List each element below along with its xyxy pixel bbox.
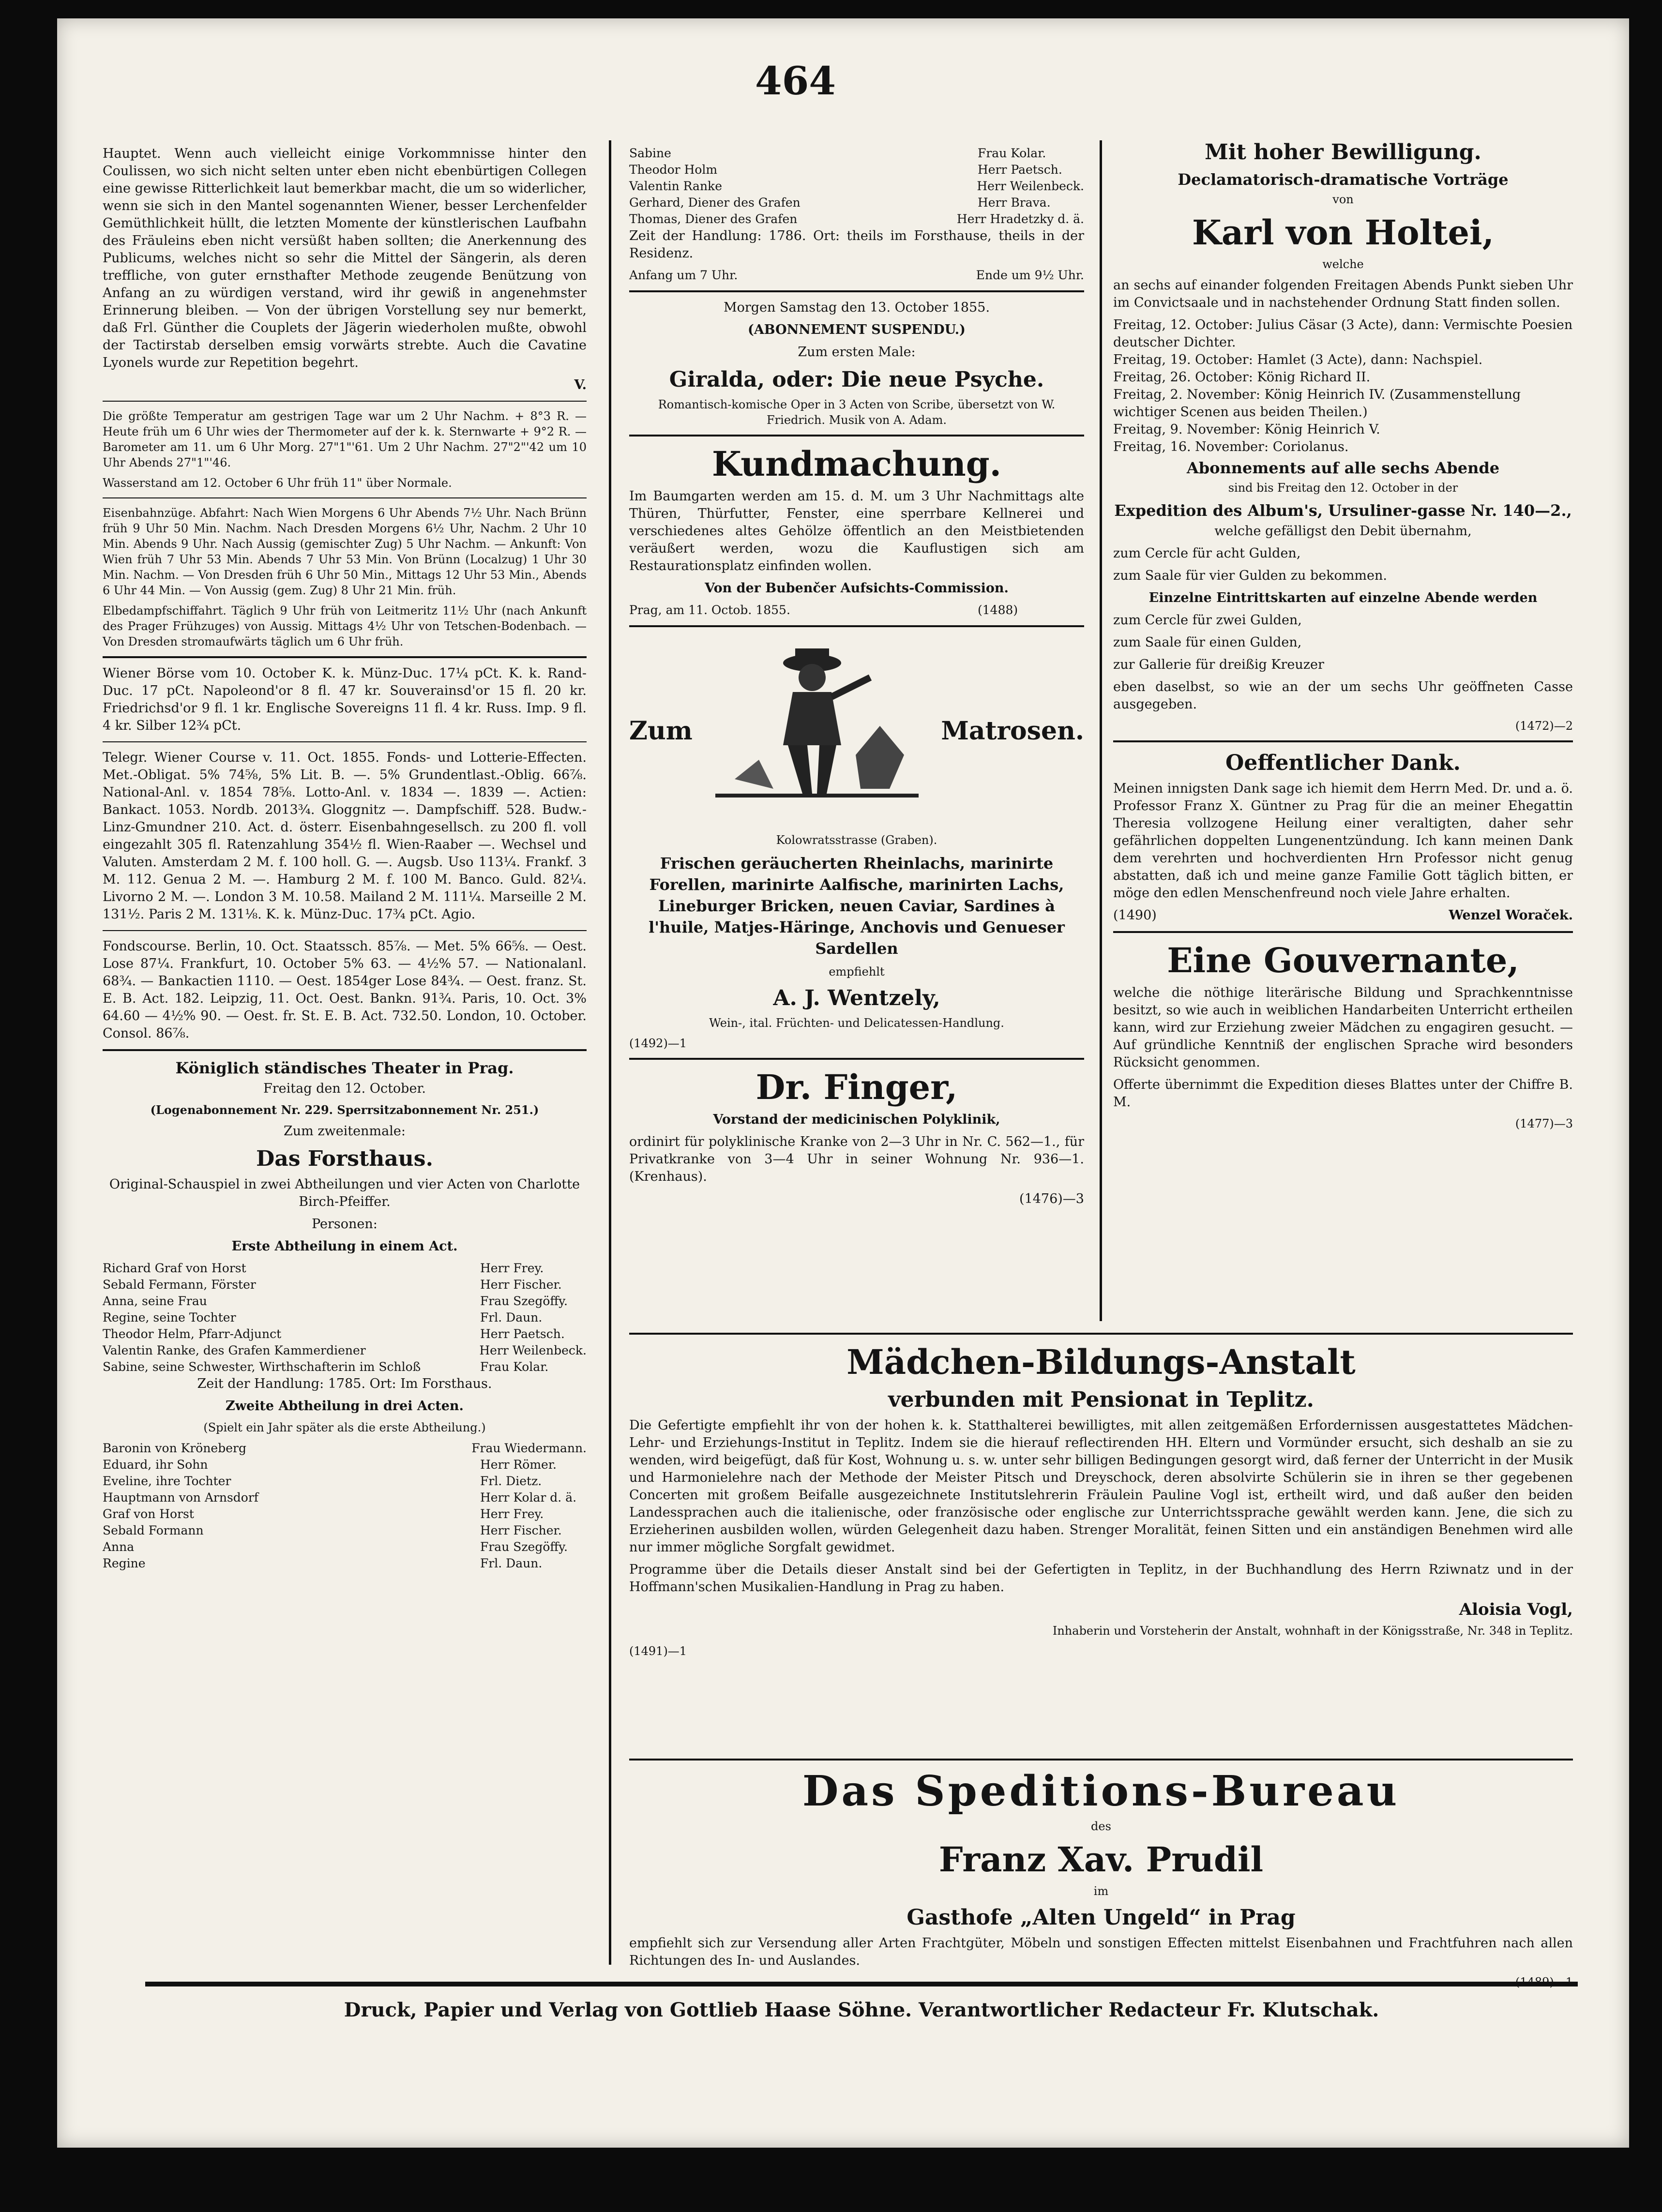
bureau-title: Das Speditions-Bureau (802, 1767, 1400, 1816)
announcement-text: Im Baumgarten werden am 15. d. M. um 3 Uhr Nachmittags alte Thüren, Thürfutter, Fenster, eine sperrbare Kellnerei und verschiedenes altes Gehölze öffentlich an den Meistbietenden veräußert werden, wozu die Kauflustigen sich am Restaurationsplatz einfinden wollen. (629, 489, 1084, 573)
declamation-intro: an sechs auf einander folgenden Freitagen Abends Punkt sieben Uhr im Convictsaale und in nachstehender Ordnung Statt finden sollen. (1113, 278, 1573, 310)
declamation-heading: Declamatorisch-dramatische Vorträge (1178, 170, 1509, 189)
opera-description: Romantisch-komische Oper in 3 Acten von Scribe, übersetzt von W. Friedrich. Musik von A. Adam. (658, 398, 1056, 427)
divider (629, 625, 1084, 627)
welche-label: welche (1322, 257, 1364, 271)
cast-row: Hauptmann von Arnsdorf Herr Kolar d. ä. (103, 1490, 577, 1505)
shop-address: Kolowratsstrasse (Graben). (776, 833, 937, 847)
column-3 (1113, 135, 1573, 1326)
sailor-illustration (715, 634, 919, 828)
divider (1113, 740, 1573, 742)
schedule-item: Freitag, 9. November: König Heinrich V. (1113, 422, 1380, 437)
theater-title: Königlich ständisches Theater in Prag. (175, 1059, 514, 1077)
governess-text: welche die nöthige literärische Bildung und Sprachkenntnisse besitzt, so wie auch in weiblichen Handarbeiten Unterricht ertheilen kann, wird zur Erziehung zweier Mädchen zu engagiren gesucht. — Auf gründliche Kenntniß der englischen Sprache wird besonders Rücksicht genommen. (1113, 985, 1573, 1070)
cast-row: Sabine Frau Kolar. (629, 146, 1046, 160)
school-title: Mädchen-Bildungs-Anstalt (846, 1342, 1356, 1382)
cast-row: Gerhard, Diener des Grafen Herr Brava. (629, 196, 1051, 210)
schedule-item: Freitag, 26. October: König Richard II. (1113, 370, 1371, 385)
shop-goods: Frischen geräucherten Rheinlachs, marinirte Forellen, marinirte Aalfische, marinirten Lachs, Lineburger Bricken, neuen Caviar, Sardines à l'huile, Matjes-Häringe, Anchovis und Genueser Sardellen (649, 854, 1065, 958)
single-gallerie: zur Gallerie für dreißig Kreuzer (1113, 657, 1324, 672)
cast-row: Sebald Formann Herr Fischer. (103, 1523, 562, 1537)
doctor-name: Dr. Finger, (755, 1067, 958, 1107)
theater-note: Zum zweitenmale: (284, 1124, 406, 1139)
single-note: eben daselbst, so wie an der um sechs Uhr geöffneten Casse ausgegeben. (1113, 679, 1573, 712)
governess-offer: Offerte übernimmt die Expedition dieses Blattes unter der Chiffre B. M. (1113, 1077, 1573, 1110)
column-2 (629, 145, 1084, 1316)
merchant-number: (1492)—1 (629, 1037, 687, 1050)
shop-sign-right: Matrosen. (941, 716, 1084, 746)
cast-row: Anna, seine Frau Frau Szegöffy. (103, 1294, 568, 1308)
announcement-footer: Prag, am 11. Octob. 1855. (1488) (629, 603, 1018, 617)
merchant-description: Wein-, ital. Früchten- und Delicatessen-Handlung. (709, 1016, 1004, 1030)
cast-row: Theodor Helm, Pfarr-Adjunct Herr Paetsch. (103, 1327, 565, 1341)
cast-row: Eveline, ihre Tochter Frl. Dietz. (103, 1474, 542, 1488)
school-advertisement (629, 1326, 1573, 1747)
doctor-hours: ordinirt für polyklinische Kranke von 2—3 Uhr in Nr. C. 562—1., für Privatkranke von 3—4 Uhr in seiner Wohnung Nr. 936—1. (Krenhaus). (629, 1134, 1084, 1184)
show-times (629, 267, 1084, 284)
cast-row: Thomas, Diener des Grafen Herr Hradetzky d. ä. (629, 212, 1084, 226)
cast-row: Baronin von Kröneberg Frau Wiedermann. (103, 1441, 587, 1455)
cast-row: Graf von Horst Herr Frey. (103, 1507, 544, 1521)
doctor-title: Vorstand der medicinischen Polyklinik, (713, 1112, 1000, 1127)
review-signature: V. (574, 377, 587, 392)
doctor-number: (1476)—3 (1019, 1191, 1084, 1206)
theater-date: Freitag den 12. October. (263, 1081, 426, 1096)
railway-schedule: Eisenbahnzüge. Abfahrt: Nach Wien Morgens 6 Uhr Abends 7½ Uhr. Nach Brünn früh 9 Uhr 50 Min. Nachm. Nach Dresden Morgens 6½ Uhr, Nachm. 2 Uhr 10 Min. Abends 9 Uhr. Nach Aussig (gemischter Zug) 5 Uhr Nachm. — Ankunft: Von Wien früh 7 Uhr 53 Min. Abends 7 Uhr 53 Min. Von Brünn (Localzug) 1 Uhr 30 Min. Nachm. — Von Dresden früh 6 Uhr 50 Min., Mittags 12 Uhr 53 Min., Abends 6 Uhr 44 Min. — Von Aussig (gem. Zug) 8 Uhr 21 Min. früh. (103, 506, 587, 597)
shop-sign-left: Zum (629, 716, 693, 746)
act1-heading: Erste Abtheilung in einem Act. (231, 1239, 458, 1254)
telegraph-rates: Telegr. Wiener Course v. 11. Oct. 1855. Fonds- und Lotterie-Effecten. Met.-Obligat. 5% 74⅝, 5% Lit. B. —. 5% Grundentlast.-Oblig. 66⅞. National-Anl. v. 1854 78⅝. Lotto-Anl. v. 1834 —. 1839 —. Actien: Bankact. 1053. Nordb. 2013¾. Gloggnitz —. Dampfschiff. 528. Budw.-Linz-Gmundner 210. Act. d. österr. Eisenbahngesellsch. zu 200 fl. voll eingezahlt 305 fl. Ratenzahlung 354½ fl. Wien-Raaber —. Wechsel und Valuten. Amsterdam 2 M. f. 100 holl. G. —. Augsb. Uso 113¼. Frankf. 3 M. 112. Genua 2 M. —. Hamburg 2 M. f. 100 M. Banco. Guld. 82¼. Livorno 2 M. —. London 3 M. 10.58. Mailand 2 M. 111¼. Marseille 2 M. 131½. Paris 2 M. 131⅛. K. k. Münz-Duc. 17¾ pCt. Agio. (103, 750, 587, 922)
bureau-des: des (1091, 1820, 1111, 1833)
saale-price: zum Saale für vier Gulden zu bekommen. (1113, 568, 1387, 583)
divider (103, 1049, 587, 1051)
von-label: von (1332, 193, 1354, 206)
cast-list-2 (103, 1440, 587, 1572)
thanks-text: Meinen innigsten Dank sage ich hiemit dem Herrn Med. Dr. und a. ö. Professor Franz X. Güntner zu Prag für die an meiner Ehegattin Theresia vollzogene Heilung einer veraltigten, daher sehr gefährlichen doppelten Lungenentzündung. Ich kann meinen Dank dem verehrten und hochverdienten Hrn Professor nicht genug abstatten, daß ich und meine ganze Familie Gott täglich bitten, er möge den edlen Menschenfreund noch viele Jahre erhalten. (1113, 781, 1573, 901)
divider (103, 930, 587, 931)
school-signature: Aloisia Vogl, (1459, 1600, 1573, 1619)
act2-time: Zeit der Handlung: 1786. Ort: theils im Forsthause, theils in der Residenz. (629, 228, 1084, 261)
schedule-item: Freitag, 16. November: Coriolanus. (1113, 439, 1349, 454)
governess-number: (1477)—3 (1515, 1117, 1573, 1130)
bureau-owner: Franz Xav. Prudil (938, 1839, 1264, 1880)
imprint-footer: Druck, Papier und Verlag von Gottlieb Haase Söhne. Verantwortlicher Redacteur Fr. Klutschak. (344, 1999, 1379, 2021)
tomorrow-date: Morgen Samstag den 13. October 1855. (723, 300, 990, 315)
divider (103, 401, 587, 402)
cast-list-3 (629, 145, 1084, 227)
declamation-number: (1472)—2 (1515, 719, 1573, 733)
expedition-address: Expedition des Album's, Ursuliner-gasse Nr. 140—2., (1114, 501, 1572, 520)
thanks-heading: Oeffentlicher Dank. (1225, 751, 1461, 775)
abo-suspended: (ABONNEMENT SUSPENDU.) (748, 322, 966, 337)
school-signature-desc: Inhaberin und Vorsteherin der Anstalt, wohnhaft in der Königsstraße, Nr. 348 in Teplitz. (1052, 1624, 1573, 1638)
cast-list-1 (103, 1260, 587, 1375)
shop-sign (629, 634, 1084, 828)
column-1 (103, 145, 587, 1945)
cast-row: Sabine, seine Schwester, Wirthschafterin im Schloß Frau Kolar. (103, 1360, 549, 1374)
page-number: 464 (755, 58, 836, 104)
schedule-item: Freitag, 2. November: König Heinrich IV. (Zusammenstellung wichtiger Scenen aus beiden Theilen.) (1113, 387, 1521, 420)
end-time: Ende um 9½ Uhr. (976, 268, 1084, 282)
shop-recommends: empfiehlt (829, 965, 885, 978)
single-saale: zum Saale für einen Gulden, (1113, 635, 1302, 650)
play-title: Das Forsthaus. (256, 1146, 433, 1171)
schedule-item: Freitag, 12. October: Julius Cäsar (3 Acte), dann: Vermischte Poesien deutscher Dichter. (1113, 317, 1573, 350)
steamboat-schedule: Elbedampfschiffahrt. Täglich 9 Uhr früh von Leitmeritz 11½ Uhr (nach Ankunft des Prager Frühzuges) von Aussig. Mittags 4½ Uhr von Tetschen-Bodenbach. — Von Dresden stromaufwärts täglich um 6 Uhr früh. (103, 604, 587, 648)
act2-heading: Zweite Abtheilung in drei Acten. (226, 1399, 464, 1414)
cercle-price: zum Cercle für acht Gulden, (1113, 546, 1301, 561)
single-tickets: Einzelne Eintrittskarten auf einzelne Abende werden (1148, 590, 1538, 605)
divider (629, 290, 1084, 292)
cast-row: Theodor Holm Herr Paetsch. (629, 163, 1062, 177)
cast-row: Anna Frau Szegöffy. (103, 1540, 568, 1554)
thanks-signature-row (1113, 907, 1573, 924)
schedule-item: Freitag, 19. October: Hamlet (3 Acte), dann: Nachspiel. (1113, 352, 1483, 367)
fund-rates: Fondscourse. Berlin, 10. Oct. Staatssch. 85⅞. — Met. 5% 66⅝. — Oest. Lose 87¼. Frankfurt, 10. October 5% 63. — 4½% 57. — Nationalanl. 68¾. — Bankactien 1110. — Oest. 1854ger Lose 84¾. — Oest. franz. St. E. B. Act. 182. Leipzig, 11. Oct. Oest. Bankn. 91¾. Paris, 10. Oct. 3% 64.60 — 4½% 90. — Oest. fr. St. E. B. Act. 732.50. London, 10. October. Consol. 86⅞. (103, 939, 587, 1041)
vienna-exchange: Wiener Börse vom 10. October K. k. Münz-Duc. 17¼ pCt. K. k. Rand-Duc. 17 pCt. Napoleond'or 8 fl. 47 kr. Souverainsd'or 15 fl. 20 kr. Friedrichsd'or 9 fl. 1 kr. Englische Sovereigns 11 fl. 4 kr. Russ. Imp. 9 fl. 4 kr. Silber 12¾ pCt. (103, 666, 587, 733)
holtei-name: Karl von Holtei, (1192, 212, 1494, 253)
permit-heading: Mit hoher Bewilligung. (1205, 140, 1481, 165)
act1-time: Zeit der Handlung: 1785. Ort: Im Forsthaus. (197, 1376, 492, 1391)
cast-row: Regine, seine Tochter Frl. Daun. (103, 1310, 543, 1324)
weather-report: Die größte Temperatur am gestrigen Tage war um 2 Uhr Nachm. + 8°3 R. — Heute früh um 6 Uhr wies der Thermometer auf der k. k. Sternwarte + 9°2 R. — Barometer am 11. um 6 Uhr Morg. 27"1"'61. Um 2 Uhr Nachm. 27"2"'42 um 10 Uhr Abends 27"1"'46. (103, 409, 587, 469)
merchant-name: A. J. Wentzely, (773, 986, 940, 1010)
divider (629, 1058, 1084, 1060)
abonnement-heading: Abonnements auf alle sechs Abende (1186, 459, 1500, 477)
cast-row: Eduard, ihr Sohn Herr Römer. (103, 1458, 557, 1472)
first-time-note: Zum ersten Male: (798, 345, 916, 360)
thanks-number: (1490) (1113, 908, 1157, 923)
bureau-text: empfiehlt sich zur Versendung aller Arten Frachtgüter, Möbeln und sonstigen Effecten mittelst Eisenbahnen und Frachtfuhren nach allen Richtungen des In- und Auslandes. (629, 1936, 1573, 1968)
bureau-advertisement (629, 1752, 1573, 1979)
cast-row: Regine Frl. Daun. (103, 1556, 543, 1570)
divider (103, 497, 587, 498)
announcement-title: Kundmachung. (711, 444, 1002, 484)
cast-row: Valentin Ranke Herr Weilenbeck. (629, 179, 1084, 193)
start-time: Anfang um 7 Uhr. (629, 268, 738, 282)
column-rule-2 (1100, 140, 1102, 1321)
divider (1113, 931, 1573, 933)
column-rule-1 (609, 140, 611, 1965)
divider (629, 1333, 1573, 1335)
bureau-im: im (1093, 1884, 1109, 1898)
school-text: Die Gefertigte empfiehlt ihr von der hohen k. k. Statthalterei bewilligtes, mit allen zeitgemäßen Erfordernissen ausgestattetes Mädchen-Lehr- und Erziehungs-Institut in Teplitz. Indem sie die hierauf reflectirenden HH. Eltern und Vormünder ersucht, sich deshalb an sie zu wenden, wird beigefügt, daß für Kost, Wohnung u. s. w. unter sehr billigen Bedingungen gesorgt wird, daß ferner der Unterricht in der Musik und Harmonielehre nach der Methode der Meister Pitsch und Dreyschock, deren absolvirte Schülerin sie in ihren se ther gegebenen Concerten mit großem Beifalle ausgezeichnete Institutslehrerin Fräulein Pauline Vogl ist, ertheilt wird, und daß außer den beiden Landessprachen auch die italienische, oder französische oder englische zur Unterrichtssprache gewählt werden kann. Jene, die sich zu Erzieherinen ausbilden wollen, würden Gelegenheit dazu haben. Strenger Moralität, feinen Sitten und ein anständigen Benehmen wird alle nur immer mögliche Sorgfalt gewidmet. (629, 1418, 1573, 1555)
thanks-signature: Wenzel Woraček. (1449, 908, 1573, 923)
school-subtitle: verbunden mit Pensionat in Teplitz. (888, 1387, 1314, 1412)
debit-note: welche gefälligst den Debit übernahm, (1214, 524, 1472, 539)
divider (103, 741, 587, 742)
divider (103, 656, 587, 658)
theater-abonnement: (Logenabonnement Nr. 229. Sperrsitzabonnement Nr. 251.) (150, 1103, 539, 1117)
bottom-rule (145, 1982, 1578, 1986)
abonnement-note: sind bis Freitag den 12. October in der (1228, 481, 1458, 495)
divider (629, 435, 1084, 436)
act2-note: (Spielt ein Jahr später als die erste Abtheilung.) (203, 1421, 486, 1434)
water-level: Wasserstand am 12. October 6 Uhr früh 11" über Normale. (103, 476, 452, 490)
cast-row: Valentin Ranke, des Grafen Kammerdiener Herr Weilenbeck. (103, 1343, 587, 1357)
governess-heading: Eine Gouvernante, (1167, 940, 1519, 980)
bureau-hotel: Gasthofe „Alten Ungeld“ in Prag (907, 1905, 1296, 1930)
announcement-from: Von der Bubenčer Aufsichts-Commission. (705, 581, 1009, 596)
school-number: (1491)—1 (629, 1644, 687, 1658)
opera-title: Giralda, oder: Die neue Psyche. (669, 367, 1044, 392)
school-programme: Programme über die Details dieser Anstalt sind bei der Gefertigten in Teplitz, in der Buchhandlung des Herrn Rziwnatz und in der Hoffmann'schen Musikalien-Handlung in Prag zu haben. (629, 1562, 1573, 1595)
cast-row: Richard Graf von Horst Herr Frey. (103, 1261, 544, 1275)
review-text: Hauptet. Wenn auch vielleicht einige Vorkommnisse hinter den Coulissen, wo sich nicht selten unter eben nicht ebenbürtigen Collegen eine gewisse Ritterlichkeit laut bemerkbar macht, die um so widerlicher, wenn sie sich in den Mantel sogenannten Wiener, besser Lerchenfelder Gemüthlichkeit hüllt, die letzten Momente der künstlerischen Laufbahn des Fräuleins eben nicht versüßt haben sollten; die Anerkennung des Publicums, welches nicht so sehr die Mittel der Sängerin, als deren treffliche, von guter ernsthafter Methode zeugende Benützung von Anfang an zu würdigen verstand, wird ihr gewiß in angenehmster Erinnerung bleiben. — Von der übrigen Vorstellung sey nur bemerkt, daß Frl. Günther die Couplets der Jägerin wiederholen mußte, obwohl der Tactirstab derselben emsig vorwärts strebte. Auch die Cavatine Lyonels wurde zur Repetition begehrt. (103, 146, 587, 370)
persons-heading: Personen: (312, 1217, 378, 1232)
declamation-schedule (1113, 316, 1573, 456)
play-description: Original-Schauspiel in zwei Abtheilungen und vier Acten von Charlotte Birch-Pfeiffer. (109, 1177, 580, 1209)
cast-row: Sebald Fermann, Förster Herr Fischer. (103, 1278, 562, 1292)
single-cercle: zum Cercle für zwei Gulden, (1113, 613, 1302, 628)
divider (629, 1759, 1573, 1761)
